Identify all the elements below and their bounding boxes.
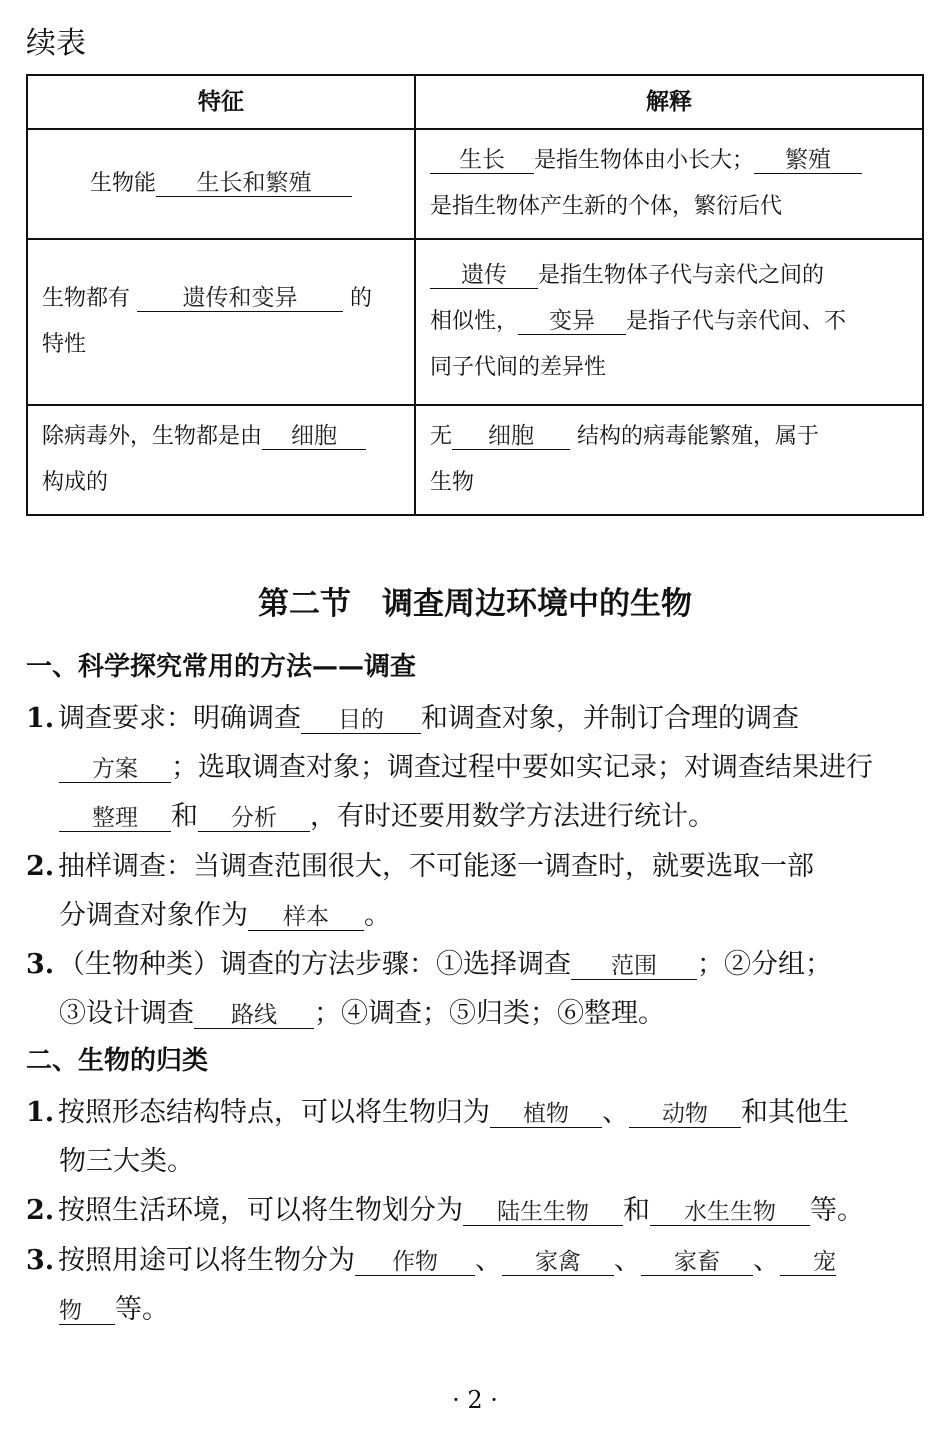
item-text: ；②分组； [697,949,832,980]
answer-blank: 宠 [780,1249,836,1276]
part1-item-3 [26,940,926,1038]
part1-item-1 [26,694,926,841]
item-text: 等。 [115,1294,169,1325]
section-title: 第二节 调查周边环境中的生物 [258,586,692,622]
item-text: ，有时还要用数学方法进行统计。 [310,801,715,832]
item-text: 、 [475,1245,502,1276]
answer-blank: 水生生物 [650,1199,810,1226]
item-text: 。 [364,900,391,931]
answer-blank: 细胞 [452,423,570,450]
answer-blank: 细胞 [262,423,366,450]
item-text: 分调查对象作为 [59,900,248,931]
item-number: 2. [26,851,55,882]
header-feature: 特征 [27,75,415,129]
explanation-text: 结构的病毒能繁殖，属于 [577,424,820,449]
explanation-text: 是指子代与亲代间、不 [626,309,847,334]
table-row [27,129,923,239]
answer-blank: 目的 [301,707,421,734]
item-text: 、 [614,1245,641,1276]
answer-blank: 变异 [518,308,626,335]
explanation-text: 生物 [430,470,475,495]
answer-blank: 植物 [490,1101,602,1128]
feature-cell [27,129,415,239]
item-number: 1. [26,1097,55,1128]
answer-blank: 整理 [59,805,171,832]
explanation-text: 相似性， [430,309,519,334]
feature-text: 生物都有 [42,286,131,311]
explanation-cell [415,129,923,239]
table-row [27,239,923,405]
answer-blank: 生长和繁殖 [156,170,352,197]
explanation-text: 是指生物体产生新的个体，繁衍后代 [430,194,783,219]
answer-blank: 物 [59,1298,115,1325]
explanation-text: 是指生物体由小长大； [534,148,755,173]
continued-label: 续表 [26,26,86,61]
feature-text: 构成的 [42,470,109,495]
header-explanation: 解释 [415,75,923,129]
item-number: 3. [26,949,55,980]
item-number: 3. [26,1245,55,1276]
item-number: 2. [26,1195,55,1226]
item-text: 调查要求：明确调查 [58,703,301,734]
answer-blank: 家禽 [502,1249,614,1276]
answer-blank: 方案 [59,756,171,783]
explanation-text: 无 [430,424,453,449]
explanation-text: 同子代间的差异性 [430,355,607,380]
answer-blank: 作物 [355,1249,475,1276]
part2-item-2 [26,1186,926,1235]
page-number: · 2 · [452,1386,498,1414]
explanation-text: 是指生物体子代与亲代之间的 [538,263,825,288]
part1-item-2 [26,842,926,940]
feature-table [26,74,924,516]
table-row [27,405,923,515]
answer-blank: 分析 [198,805,310,832]
answer-blank: 样本 [248,904,364,931]
part2-heading: 二、生物的归类 [26,1046,209,1076]
part1-heading: 一、科学探究常用的方法——调查 [26,652,417,682]
feature-text: 特性 [42,332,87,357]
answer-blank: 陆生生物 [463,1199,623,1226]
answer-blank: 家畜 [641,1249,753,1276]
item-text: 、 [602,1097,629,1128]
feature-cell [27,405,415,515]
item-text: 物三大类。 [59,1146,194,1177]
answer-blank: 范围 [571,953,697,980]
feature-text: 除病毒外，生物都是由 [42,424,263,449]
answer-blank: 路线 [194,1002,314,1029]
item-text: 和调查对象，并制订合理的调查 [421,703,799,734]
answer-blank: 遗传 [430,262,538,289]
part2-item-3 [26,1236,926,1334]
answer-blank: 生长 [430,147,534,174]
part2-item-1 [26,1088,926,1186]
item-text: ；选取调查对象；调查过程中要如实记录；对调查结果进行 [171,752,873,783]
table-header-row [27,75,923,129]
answer-blank: 动物 [629,1101,741,1128]
item-text: 按照生活环境，可以将生物划分为 [58,1195,463,1226]
feature-text: 生物能 [89,171,156,196]
answer-blank: 遗传和变异 [137,285,343,312]
item-text: ；④调查；⑤归类；⑥整理。 [314,998,665,1029]
feature-cell [27,239,415,405]
item-text: 按照形态结构特点，可以将生物归为 [58,1097,490,1128]
item-text: 抽样调查：当调查范围很大，不可能逐一调查时，就要选取一部 [58,851,814,882]
answer-blank: 繁殖 [754,147,862,174]
item-text: （生物种类）调查的方法步骤：①选择调查 [58,949,571,980]
item-text: 、 [753,1245,780,1276]
item-text: 和 [623,1195,650,1226]
item-text: 和 [171,801,198,832]
item-text: 等。 [810,1195,864,1226]
item-number: 1. [26,703,55,734]
item-text: 和其他生 [741,1097,849,1128]
item-text: ③设计调查 [59,998,194,1029]
feature-text: 的 [350,286,373,311]
explanation-cell [415,405,923,515]
item-text: 按照用途可以将生物分为 [58,1245,355,1276]
explanation-cell [415,239,923,405]
